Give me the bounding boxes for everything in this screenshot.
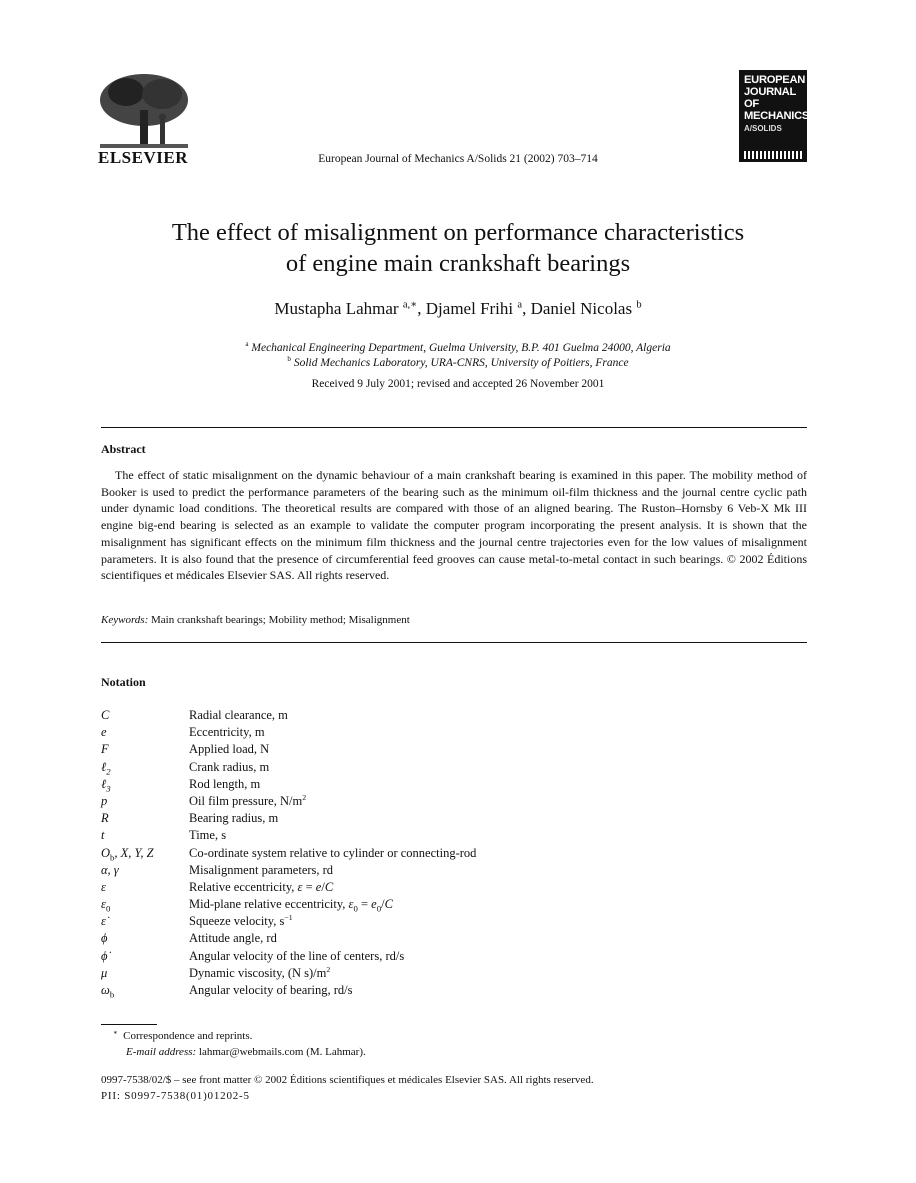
notation-description: Angular velocity of the line of centers, rd/s [189,948,405,963]
keywords-line [101,614,410,626]
notation-description: Misalignment parameters, rd [189,862,334,877]
notation-row [101,759,807,776]
pii-line: PII: S0997-7538(01)01202-5 [101,1090,250,1102]
publisher-name: ELSEVIER [98,148,188,167]
divider [101,642,807,643]
notation-description: Relative eccentricity, ε = e/C [189,879,334,894]
author-name: Daniel Nicolas [530,299,633,318]
notation-symbol: t [101,828,105,843]
received-dates: Received 9 July 2001; revised and accepted 26 November 2001 [311,378,605,390]
notation-row [101,845,807,862]
affiliation-text: Solid Mechanics Laboratory, URA-CNRS, University of Poitiers, France [293,357,629,369]
notation-description: Time, s [189,828,227,843]
notation-row [101,930,807,947]
email-address[interactable]: lahmar@webmails.com (M. Lahmar). [198,1046,366,1058]
notation-row [101,793,807,810]
notation-description: Radial clearance, m [189,708,288,722]
notation-description: Angular velocity of bearing, rd/s [189,983,353,997]
notation-row [101,948,807,965]
affiliation-text: Mechanical Engineering Department, Guelma University, B.P. 401 Guelma 24000, Algeria [251,342,671,354]
article-title [0,217,916,279]
notation-row [101,741,807,758]
author-list: Mustapha Lahmar $^{a,∗}$, Djamel Frihi $^a$, Daniel Nicolas $^b$ [274,299,642,318]
notation-heading: Notation [101,675,146,689]
notation-table [101,707,807,999]
notation-row [101,982,807,999]
keywords-label: Keywords: [101,614,149,626]
notation-row [101,724,807,741]
keywords-list: Main crankshaft bearings; Mobility method; Misalignment [151,614,410,626]
footnote-text: Correspondence and reprints. [123,1030,253,1042]
notation-row [101,827,807,844]
notation-symbol: p [101,793,108,808]
notation-row [101,896,807,913]
notation-description: Squeeze velocity, $s^{-1}$ [189,913,293,929]
notation-symbol: $\varepsilon_0$ [101,897,111,914]
notation-symbol: ℓ$_3$ [101,776,111,794]
journal-logo [739,70,810,162]
notation-symbol: e [101,725,107,740]
notation-row [101,776,807,793]
notation-symbol: ε [101,879,106,894]
journal-logo-text: EUROPEAN JOURNAL OF MECHANICS [744,74,810,122]
copyright-line: 0997-7538/02/$ – see front matter © 2002 Éditions scientifiques et médicales Elsevier SAS. All rights reserved. [101,1074,594,1086]
author-affiliation-mark: a,∗ [402,299,418,311]
notation-symbol: ε̇ [101,914,106,929]
notation-description: Mid-plane relative eccentricity, $\varepsilon_0 = e_0/C$ [189,897,393,914]
notation-symbol: ϕ [101,931,108,946]
notation-symbol: ϕ̇ [101,948,108,963]
notation-description: Crank radius, m [189,759,270,774]
notation-symbol: $O_b$, X, Y, Z [101,845,154,862]
footnote-rule [101,1024,157,1025]
author-name: Djamel Frihi [425,299,514,318]
notation-row [101,862,807,879]
notation-description: Applied load, N [189,742,270,757]
affiliation [0,357,916,369]
notation-symbol: C [101,708,110,722]
affiliation [0,342,916,354]
notation-row [101,810,807,827]
title-line-1: The effect of misalignment on performance characteristics [171,219,745,246]
title-line-2: of engine main crankshaft bearings [285,250,631,277]
notation-row [101,879,807,896]
notation-symbol: α, γ [101,862,119,877]
notation-description: Bearing radius, m [189,811,279,826]
affiliation-mark: a [245,340,249,349]
notation-description: Co-ordinate system relative to cylinder or connecting-rod [189,845,477,860]
notation-description: Dynamic viscosity, (N $s)/m^2$ [189,964,331,980]
footnote-email [126,1046,366,1058]
author-affiliation-mark: a [517,299,523,311]
notation-symbol: F [101,742,109,757]
notation-row [101,913,807,930]
affiliation-mark: b [287,355,291,364]
logo-stripes [744,151,803,159]
journal-logo-sub: A/SOLIDS [744,124,782,133]
footnote-correspondence [113,1030,252,1042]
journal-citation: European Journal of Mechanics A/Solids 21 (2002) 703–714 [318,153,598,165]
notation-symbol: R [101,811,109,826]
notation-description: Rod length, m [189,776,261,791]
notation-symbol: $\omega_b$ [101,983,115,1000]
footnote-mark: ∗ [113,1029,118,1037]
notation-symbol: ℓ$_2$ [101,759,111,777]
notation-row [101,965,807,982]
notation-description: Eccentricity, m [189,725,265,740]
notation-row [101,707,807,724]
author-name: Mustapha Lahmar [274,299,399,318]
divider [101,427,807,428]
email-label: E-mail address: [126,1046,197,1058]
abstract-heading: Abstract [101,442,146,456]
author-affiliation-mark: b [636,299,642,311]
notation-symbol: μ [101,965,108,980]
notation-description: Oil film pressure, $N/m^2$ [189,792,307,808]
abstract-body: The effect of static misalignment on the dynamic behaviour of a main crankshaft bearing is examined in this paper. The mobility method of Booker is used to predict the performance parameters of the bearing such as the minimum oil-film thickness and the journal centre cyclic path under dynamic load conditions. The theoretical results are compared with those of an aligned bearing. The Ruston–Hornsby 6 Veb-X Mk III engine big-end bearing is selected as an example to validate the computer program incorporating the present analysis. It is shown that the misalignment has significant effects on the minimum film thickness and the journal centre trajectories even for the low values of misalignment parameters. It is also found that the presence of circumferential feed grooves can cause metal-to-metal contact in such bearings. © 2002 Éditions scientifiques et médicales Elsevier SAS. All rights reserved. [101,468,807,583]
notation-description: Attitude angle, rd [189,931,277,946]
